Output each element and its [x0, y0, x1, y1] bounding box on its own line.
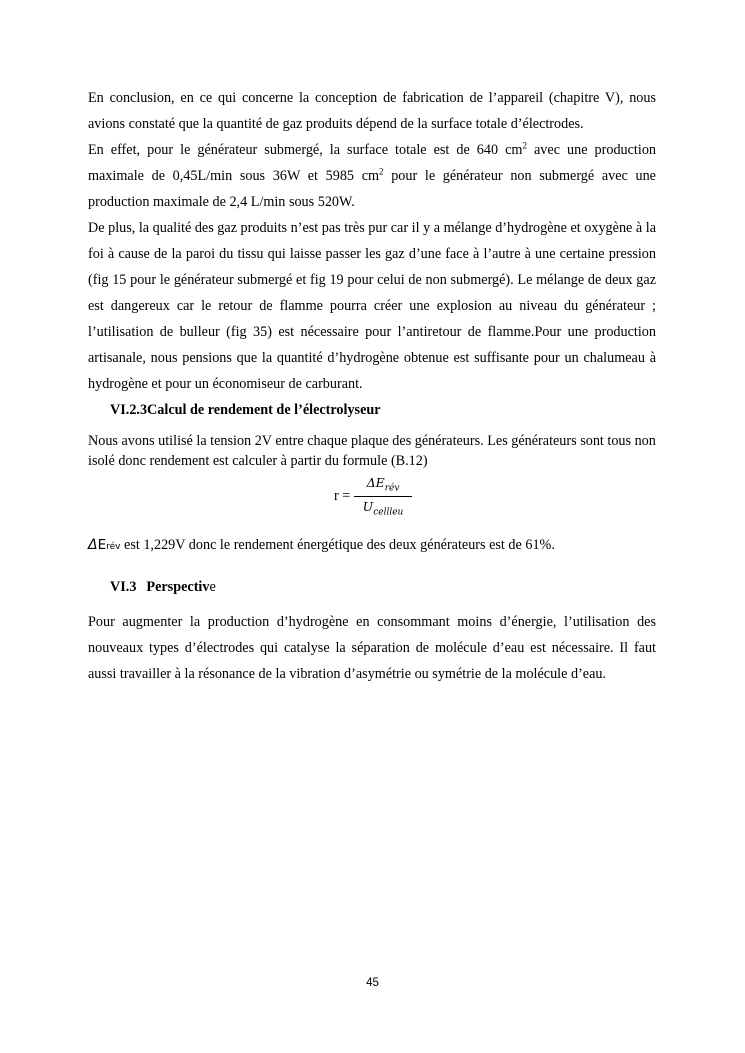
energy-symbol: E — [97, 537, 107, 553]
paragraph-quality: De plus, la qualité des gaz produits n’est pas très pur car il y a mélange d’hydrogène et oxygène à la foi à cause de la paroi du tissu qui laisse passer les gaz d’une face à l’autre à une certaine pression (fig 15 pour le générateur submergé et fig 19 pour celui de non submergé). Le mélange de deux gaz est dangereux car le retour de flamme pourra créer une explosion au niveau du générateur ; l’utilisation de bulleur (fig 35) est nécessaire pour l’antiretour de flamme.Pour une production artisanale, nous pensions que la quantité d’hydrogène obtenue est suffisante pour un chalumeau à hydrogène et pour un économiseur de carburant. — [88, 220, 656, 392]
page-number: 45 — [366, 977, 379, 989]
paragraph-perspective: Pour augmenter la production d’hydrogène en consommant moins d’énergie, l’utilisation des nouveaux types d’électrodes qui catalyse la séparation de molécule d’eau est nécessaire. Il faut aussi travailler à la résonance de la vibration d’asymétrie ou symétrie de la molécule d’eau. — [88, 614, 656, 682]
energy-subscript: rév — [106, 542, 121, 552]
surface-text-b: avec une production maximale de 0,45L/min sous 36W et 5985 cm — [88, 142, 657, 184]
superscript-1: 2 — [522, 140, 527, 151]
superscript-2: 2 — [379, 166, 384, 177]
formula-fraction — [354, 475, 412, 517]
section-title-tail: e — [209, 579, 216, 595]
paragraph-conclusion: En conclusion, en ce qui concerne la conception de fabrication de l’appareil (chapitre V), nous avions constaté que la quantité de gaz produits dépend de la surface totale d’électrodes. — [88, 90, 656, 132]
paragraph-surface — [88, 137, 656, 215]
formula-denominator: $U_{cellleu}$ — [362, 498, 404, 517]
paragraph-result — [88, 535, 656, 557]
section-title-bold: Perspectiv — [146, 579, 210, 595]
surface-text-c: pour le générateur non submergé avec une production maximale de 2,4 L/min sous 520W. — [88, 168, 656, 210]
section-heading-perspective — [88, 577, 656, 597]
document-body — [88, 85, 656, 687]
surface-text-a: En effet, pour le générateur submergé, la surface totale est de 640 cm — [88, 142, 523, 158]
section-number: VI.3 — [110, 579, 137, 595]
result-text: est 1,229V donc le rendement énergétique des deux générateurs est de 61%. — [120, 537, 555, 553]
formula-numerator: $\Delta E_{rév}$ — [354, 475, 412, 497]
delta-symbol: Δ — [88, 537, 98, 553]
paragraph-rendement: Nous avons utilisé la tension 2V entre chaque plaque des générateurs. Les générateurs sont tous non isolé donc rendement est calculer à partir du formule (B.12) — [88, 433, 656, 469]
section-heading-rendement: VI.2.3Calcul de rendement de l’électrolyseur — [110, 402, 381, 418]
efficiency-formula — [88, 475, 656, 523]
formula-lhs: r = — [334, 488, 351, 504]
